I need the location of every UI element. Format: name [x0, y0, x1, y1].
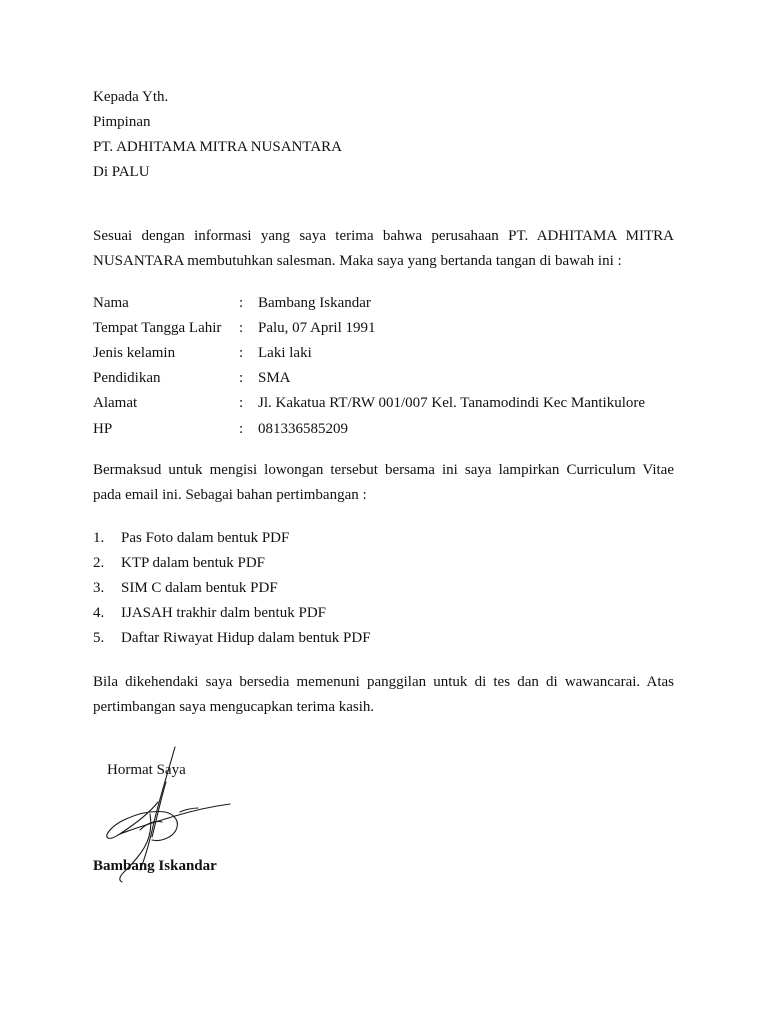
recipient-city: Di PALU	[93, 164, 150, 180]
detail-value-name: Bambang Iskandar	[258, 295, 371, 311]
recipient-company: PT. ADHITAMA MITRA NUSANTARA	[93, 139, 343, 155]
detail-colon: :	[239, 345, 244, 361]
signoff-greeting: Hormat Saya	[107, 762, 186, 778]
detail-value-education: SMA	[258, 370, 291, 386]
detail-value-birth: Palu, 07 April 1991	[258, 320, 376, 336]
list-item-number: 4.	[93, 605, 105, 621]
detail-colon: :	[239, 421, 244, 437]
detail-value-phone: 081336585209	[258, 421, 348, 437]
detail-label-phone: HP	[93, 421, 113, 437]
list-item-number: 1.	[93, 530, 105, 546]
detail-label-address: Alamat	[93, 395, 138, 411]
list-item: SIM C dalam bentuk PDF	[121, 580, 278, 596]
detail-label-education: Pendidikan	[93, 370, 161, 386]
detail-value-gender: Laki laki	[258, 345, 312, 361]
list-item: Daftar Riwayat Hidup dalam bentuk PDF	[121, 630, 371, 646]
detail-colon: :	[239, 320, 244, 336]
list-item: Pas Foto dalam bentuk PDF	[121, 530, 290, 546]
purpose-line-1: Bermaksud untuk mengisi lowongan tersebut bersama ini saya lampirkan Curriculum Vitae	[93, 462, 674, 478]
detail-value-address: Jl. Kakatua RT/RW 001/007 Kel. Tanamodindi Kec Mantikulore	[258, 395, 646, 411]
intro-line-2: NUSANTARA membutuhkan salesman. Maka saya yang bertanda tangan di bawah ini :	[93, 253, 622, 269]
intro-line-1: Sesuai dengan informasi yang saya terima bahwa perusahaan PT. ADHITAMA MITRA	[93, 228, 674, 244]
detail-colon: :	[239, 370, 244, 386]
purpose-line-2: pada email ini. Sebagai bahan pertimbangan :	[93, 487, 367, 503]
closing-line-2: pertimbangan saya mengucapkan terima kasih.	[93, 699, 375, 715]
list-item: KTP dalam bentuk PDF	[121, 555, 266, 571]
recipient-line-1: Kepada Yth.	[93, 89, 169, 105]
signoff-name: Bambang Iskandar	[93, 858, 217, 874]
list-item-number: 5.	[93, 630, 105, 646]
detail-colon: :	[239, 295, 244, 311]
detail-label-birth: Tempat Tangga Lahir	[93, 320, 222, 336]
detail-label-gender: Jenis kelamin	[93, 345, 176, 361]
list-item-number: 2.	[93, 555, 105, 571]
recipient-line-2: Pimpinan	[93, 114, 151, 130]
detail-colon: :	[239, 395, 244, 411]
detail-label-name: Nama	[93, 295, 129, 311]
list-item: IJASAH trakhir dalm bentuk PDF	[121, 605, 326, 621]
list-item-number: 3.	[93, 580, 105, 596]
closing-line-1: Bila dikehendaki saya bersedia memenuni panggilan untuk di tes dan di wawancarai. Atas	[93, 674, 674, 690]
